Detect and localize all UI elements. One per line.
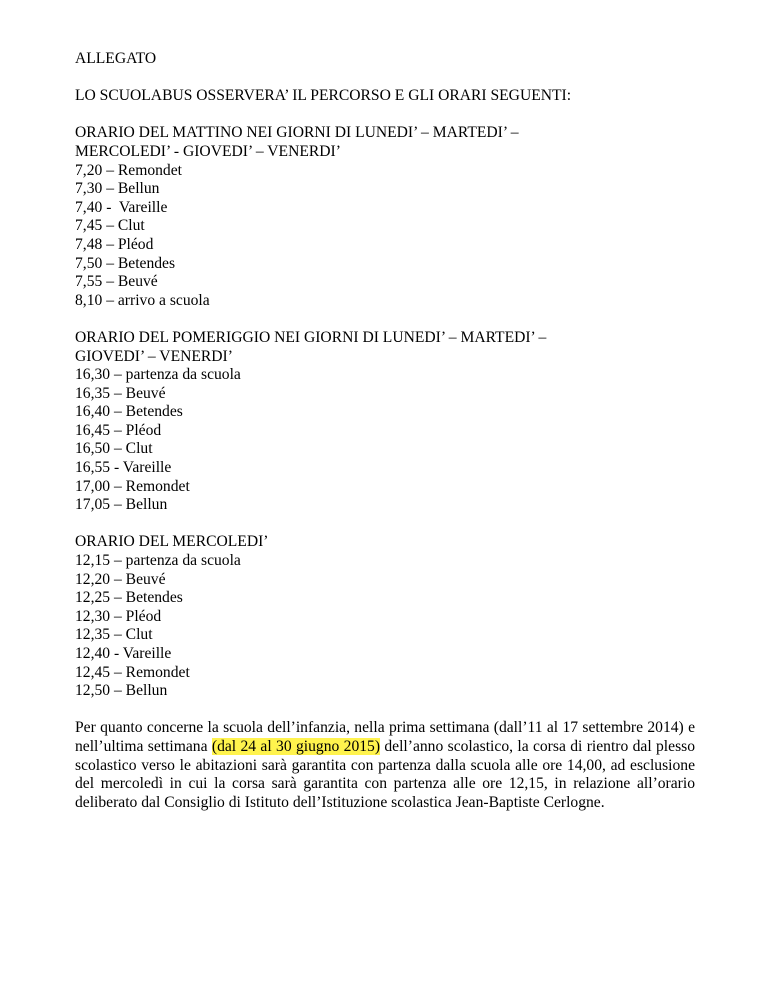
morning-heading-line2: MERCOLEDI’ - GIOVEDI’ – VENERDI’	[75, 142, 341, 160]
note-text-after: dell’anno scolastico, la corsa di rientro dal plesso scolastico verso le abitazioni sarà garantita con partenza dalla scuola alle ore 14,00, ad esclusione del mercoledì in cui la corsa sarà garantita con partenza alle ore 12,15, in relazione all’orario deliberato dal Consiglio di Istituto dell’Istituzione scolastica Jean-Baptiste Cerlogne.	[75, 737, 695, 811]
afternoon-schedule	[75, 329, 695, 515]
morning-heading-line1: ORARIO DEL MATTINO NEI GIORNI DI LUNEDI’ – MARTEDI’ –	[75, 124, 519, 142]
schedule-stop: 7,20 – Remondet	[75, 161, 182, 179]
schedule-stop: 12,15 – partenza da scuola	[75, 552, 241, 570]
wednesday-schedule	[75, 533, 695, 700]
spacer	[75, 69, 695, 88]
schedule-stop: 7,45 – Clut	[75, 217, 145, 235]
schedule-stop: 16,50 – Clut	[75, 440, 153, 458]
schedule-stop: 7,50 – Betendes	[75, 254, 176, 272]
schedule-stop: 7,40 - Vareille	[75, 198, 168, 216]
spacer	[75, 310, 695, 329]
afternoon-heading-line1: ORARIO DEL POMERIGGIO NEI GIORNI DI LUNEDI’ – MARTEDI’ –	[75, 328, 547, 346]
document-title: ALLEGATO	[75, 50, 157, 67]
schedule-stop: 12,30 – Pléod	[75, 607, 162, 625]
schedule-stop: 7,55 – Beuvé	[75, 273, 158, 291]
wednesday-heading: ORARIO DEL MERCOLEDI’	[75, 533, 269, 551]
highlighted-dates: (dal 24 al 30 giugno 2015)	[211, 737, 381, 755]
schedule-stop: 8,10 – arrivo a scuola	[75, 291, 210, 309]
note-text-before: Per quanto concerne la scuola dell’infanzia, nella prima settimana (dall’11 al 17 settembre 2014) e nell’ultima settimana	[75, 719, 695, 755]
schedule-stop: 17,00 – Remondet	[75, 477, 190, 495]
schedule-stop: 16,30 – partenza da scuola	[75, 366, 241, 384]
afternoon-heading-line2: GIOVEDI’ – VENERDI’	[75, 347, 233, 365]
schedule-stop: 7,30 – Bellun	[75, 180, 160, 198]
schedule-stop: 12,45 – Remondet	[75, 663, 190, 681]
schedule-stop: 7,48 – Pléod	[75, 235, 154, 253]
spacer	[75, 106, 695, 125]
morning-schedule	[75, 124, 695, 310]
document-subtitle: LO SCUOLABUS OSSERVERA’ IL PERCORSO E GLI ORARI SEGUENTI:	[75, 87, 572, 105]
schedule-stop: 16,45 – Pléod	[75, 421, 162, 439]
schedule-stop: 17,05 – Bellun	[75, 496, 168, 514]
schedule-stop: 12,50 – Bellun	[75, 682, 168, 700]
schedule-stop: 16,55 - Vareille	[75, 459, 172, 477]
schedule-stop: 12,40 - Vareille	[75, 645, 172, 662]
schedule-stop: 16,40 – Betendes	[75, 403, 183, 421]
schedule-stop: 12,35 – Clut	[75, 626, 153, 644]
document-page	[75, 50, 695, 812]
kindergarten-note	[75, 719, 695, 812]
spacer	[75, 515, 695, 534]
schedule-stop: 12,25 – Betendes	[75, 589, 183, 607]
schedule-stop: 12,20 – Beuvé	[75, 570, 166, 588]
schedule-stop: 16,35 – Beuvé	[75, 384, 166, 402]
spacer	[75, 701, 695, 720]
